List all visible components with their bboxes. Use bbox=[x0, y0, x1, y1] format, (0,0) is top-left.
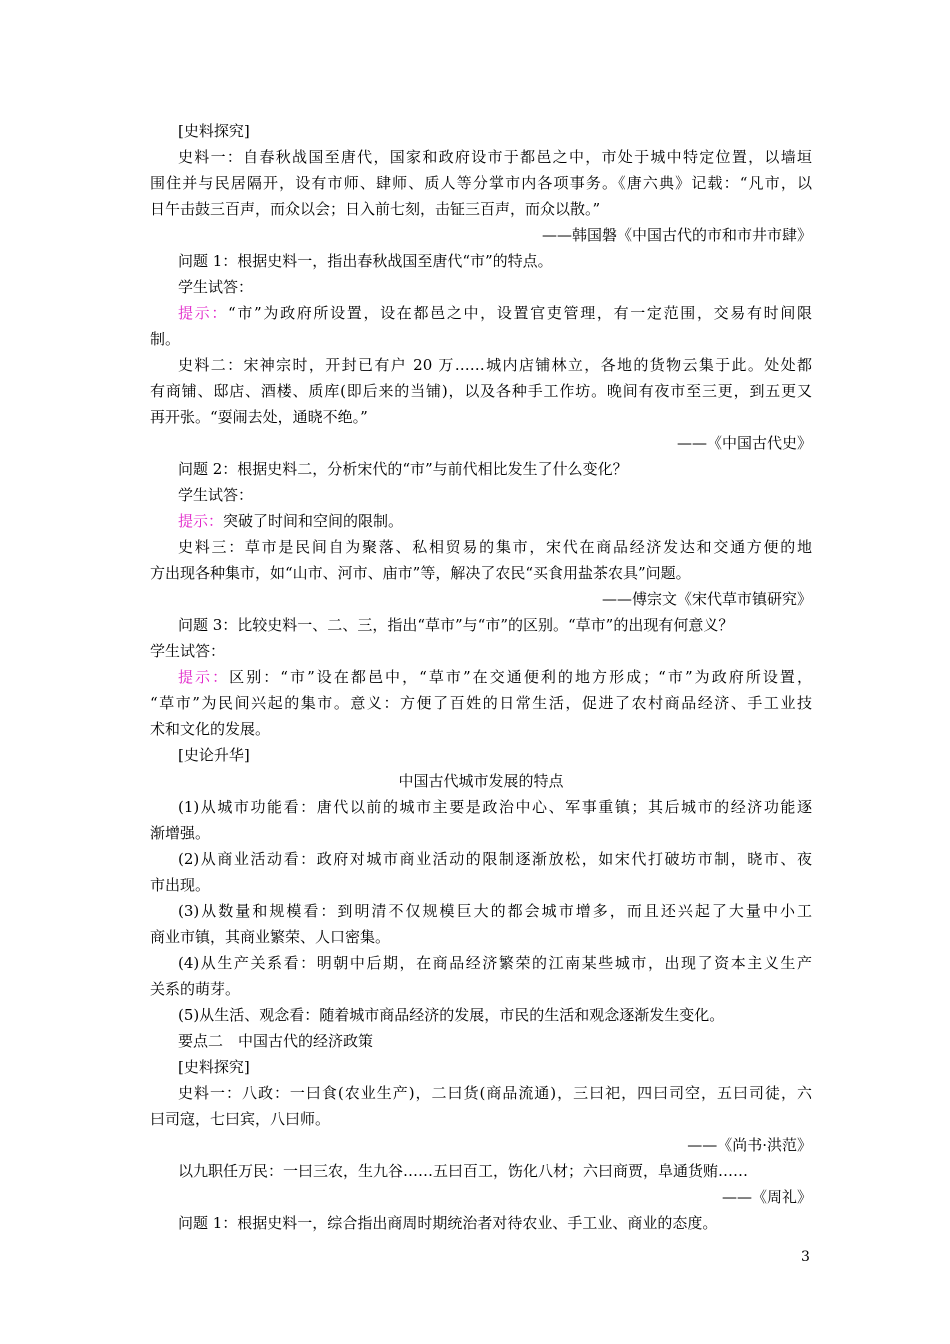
hint-2-line-1 bbox=[150, 508, 812, 534]
material-1-line-3: 日午击鼓三百声，而众以会；日入前七刻，击钲三百声，而众以散。” bbox=[150, 200, 601, 218]
section-heading: [史料探究] bbox=[178, 122, 250, 140]
hint-label: 提示： bbox=[178, 512, 224, 530]
part2-material-2-source: ——《周礼》 bbox=[721, 1188, 812, 1206]
summary-point-2-line-1: (2)从商业活动看：政府对城市商业活动的限制逐渐放松，如宋代打破坊市制，晓市、夜 bbox=[178, 850, 812, 868]
material-1-line-1: 史料一：自春秋战国至唐代，国家和政府设市于都邑之中，市处于城中特定位置，以墙垣 bbox=[178, 148, 812, 166]
hint-label: 提示： bbox=[178, 668, 230, 686]
question-3: 问题 3：比较史料一、二、三，指出“草市”与“市”的区别。“草市”的出现有何意义？ bbox=[178, 616, 734, 634]
hint-text: 区别：“市”设在都邑中，“草市”在交通便利的地方形成；“市”为政府所设置， bbox=[229, 668, 812, 686]
summary-point-4-line-1: (4)从生产关系看：明朝中后期，在商品经济繁荣的江南某些城市，出现了资本主义生产 bbox=[178, 954, 812, 972]
hint-3-line-2: “草市”为民间兴起的集市。意义：方便了百姓的日常生活，促进了农村商品经济、手工业技 bbox=[150, 694, 812, 712]
material-2-line-2: 有商铺、邸店、酒楼、质库(即后来的当铺)，以及各种手工作坊。晚间有夜市至三更，到五更又 bbox=[150, 382, 812, 400]
part2-material-2-line-1: 以九职任万民：一曰三农，生九谷……五曰百工，饬化八材；六曰商贾，阜通货贿…… bbox=[178, 1162, 749, 1180]
material-1-source: ——韩国磐《中国古代的市和市井市肆》 bbox=[541, 226, 812, 244]
summary-title: 中国古代城市发展的特点 bbox=[398, 772, 564, 790]
hint-label: 提示： bbox=[178, 304, 229, 322]
key-point-heading: 要点二 中国古代的经济政策 bbox=[178, 1032, 374, 1050]
summary-point-1-line-1: (1)从城市功能看：唐代以前的城市主要是政治中心、军事重镇；其后城市的经济功能逐 bbox=[178, 798, 812, 816]
material-2-source: ——《中国古代史》 bbox=[676, 434, 812, 452]
answer-prompt: 学生试答： bbox=[178, 486, 254, 504]
summary-point-5: (5)从生活、观念看：随着城市商品经济的发展，市民的生活和观念逐渐发生变化。 bbox=[178, 1006, 725, 1024]
material-3-source: ——傅宗文《宋代草市镇研究》 bbox=[601, 590, 812, 608]
summary-point-3-line-2: 商业市镇，其商业繁荣、人口密集。 bbox=[150, 928, 391, 946]
hint-1-line-1 bbox=[150, 300, 812, 326]
part2-question-1: 问题 1：根据史料一，综合指出商周时期统治者对待农业、手工业、商业的态度。 bbox=[178, 1214, 718, 1232]
material-3-line-1: 史料三：草市是民间自为聚落、私相贸易的集市，宋代在商品经济发达和交通方便的地 bbox=[178, 538, 812, 556]
question-2: 问题 2：根据史料二，分析宋代的“市”与前代相比发生了什么变化？ bbox=[178, 460, 628, 478]
section-heading: [史论升华] bbox=[178, 746, 250, 764]
part2-material-1-line-1: 史料一：八政：一曰食(农业生产)，二曰货(商品流通)，三曰祀，四曰司空，五曰司徒，六 bbox=[178, 1084, 812, 1102]
hint-1-line-2: 制。 bbox=[150, 330, 181, 348]
summary-point-3-line-1: (3)从数量和规模看：到明清不仅规模巨大的都会城市增多，而且还兴起了大量中小工 bbox=[178, 902, 812, 920]
answer-prompt: 学生试答： bbox=[150, 642, 226, 660]
material-2-line-1: 史料二：宋神宗时，开封已有户 20 万……城内店铺林立，各地的货物云集于此。处处都 bbox=[178, 356, 812, 374]
section-heading: [史料探究] bbox=[178, 1058, 250, 1076]
page-number: 3 bbox=[801, 1249, 810, 1265]
part2-material-1-source: ——《尚书·洪范》 bbox=[687, 1136, 812, 1154]
summary-point-4-line-2: 关系的萌芽。 bbox=[150, 980, 241, 998]
hint-text: 突破了时间和空间的限制。 bbox=[223, 512, 404, 530]
summary-point-1-line-2: 渐增强。 bbox=[150, 824, 211, 842]
material-1-line-2: 围住并与民居隔开，设有市师、肆师、质人等分掌市内各项事务。《唐六典》记载：“凡市，以 bbox=[150, 174, 812, 192]
hint-3-line-3: 术和文化的发展。 bbox=[150, 720, 271, 738]
document-body bbox=[150, 118, 812, 1236]
question-1: 问题 1：根据史料一，指出春秋战国至唐代“市”的特点。 bbox=[178, 252, 553, 270]
part2-material-1-line-2: 曰司寇，七曰宾，八曰师。 bbox=[150, 1110, 331, 1128]
answer-prompt: 学生试答： bbox=[178, 278, 254, 296]
hint-3-line-1 bbox=[150, 664, 812, 690]
material-3-line-2: 方出现各种集市，如“山市、河市、庙市”等，解决了农民“买食用盐茶农具”问题。 bbox=[150, 564, 691, 582]
hint-text: “市”为政府所设置，设在都邑之中，设置官吏管理，有一定范围，交易有时间限 bbox=[228, 304, 812, 322]
summary-point-2-line-2: 市出现。 bbox=[150, 876, 211, 894]
material-2-line-3: 再开张。“耍闹去处，通晓不绝。” bbox=[150, 408, 368, 426]
